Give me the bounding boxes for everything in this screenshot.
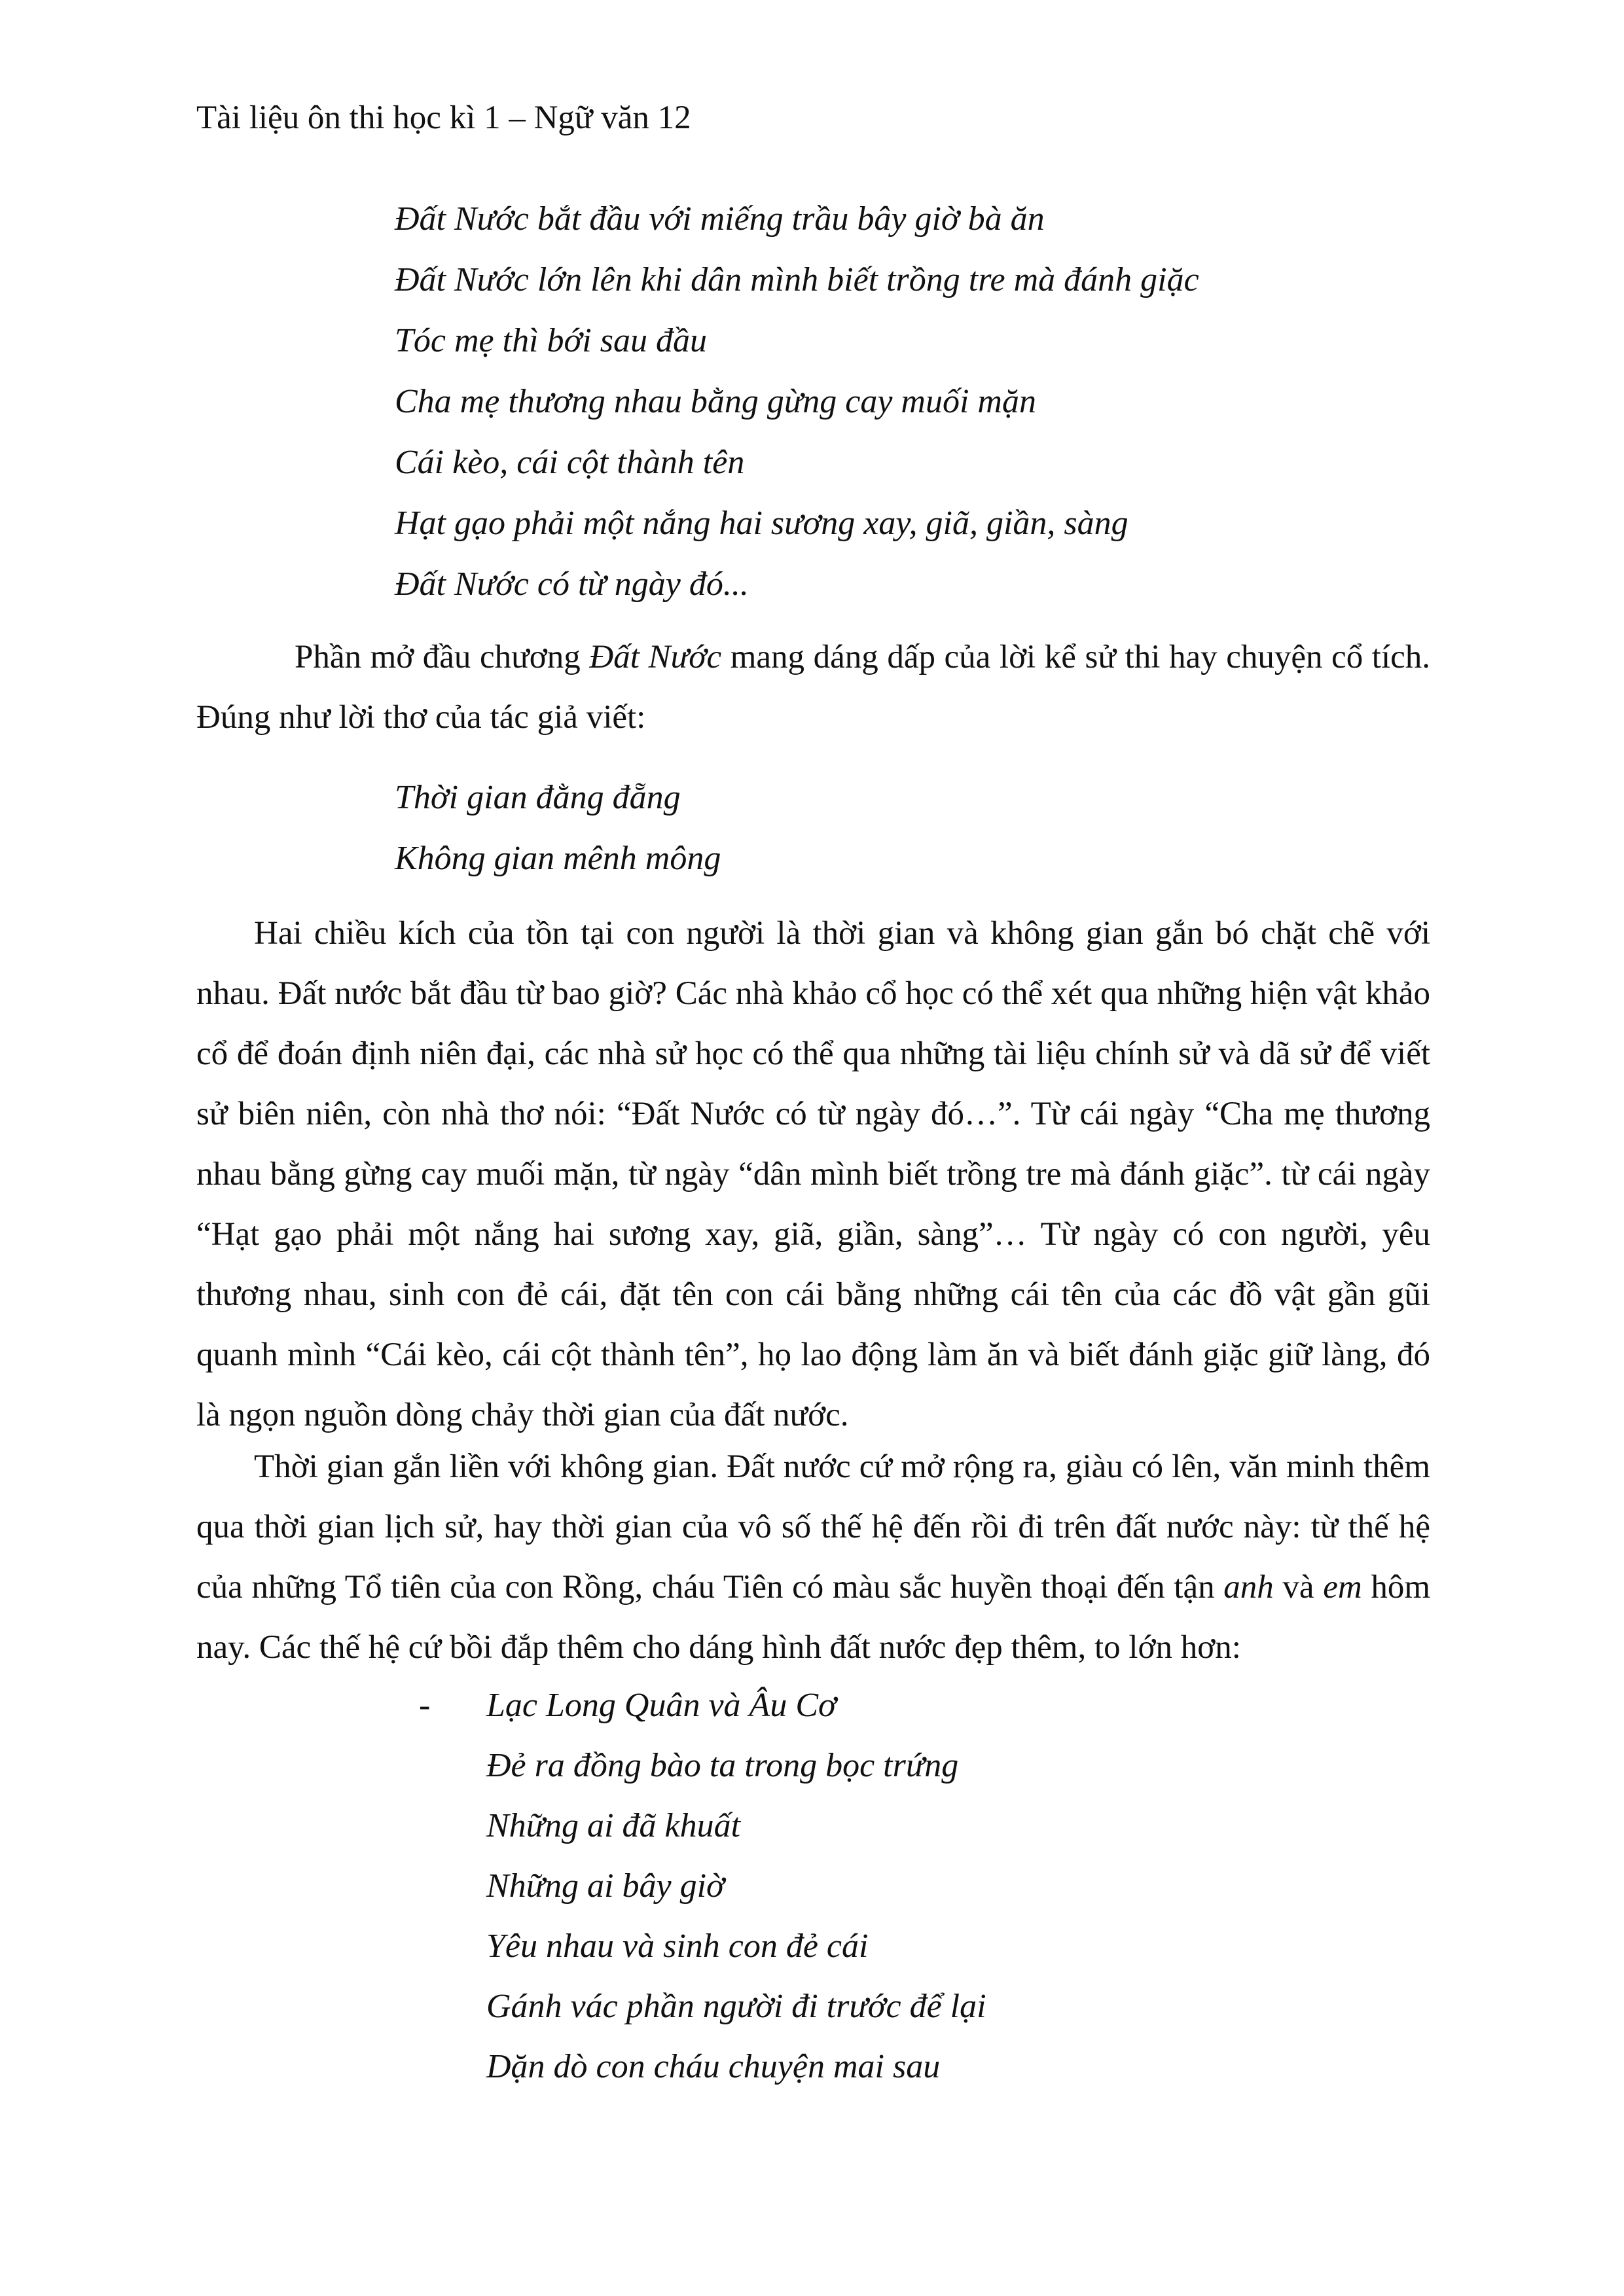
poem-line: Đất Nước bắt đầu với miếng trầu bây giờ bà ăn [395, 200, 1045, 238]
poem-line: Những ai bây giờ [486, 1867, 725, 1905]
poem-line: Dặn dò con cháu chuyện mai sau [486, 2048, 941, 2085]
poem-line: Gánh vác phần người đi trước để lại [486, 1988, 986, 2025]
paragraph-text: mang dáng dấp của lời kể sử thi hay chuyện cổ tích. Đúng như lời thơ của tác giả viết: [196, 639, 1431, 736]
poem-line: Đẻ ra đồng bào ta trong bọc trứng [486, 1747, 959, 1784]
poem-line: Những ai đã khuất [486, 1807, 741, 1844]
paragraph-generations [196, 1437, 1430, 1677]
list-dash: - [419, 1687, 431, 1724]
poem-line: Không gian mênh mông [395, 840, 721, 877]
paragraph-text: Hai chiều kích của tồn tại con người là thời gian và không gian gắn bó chặt chẽ với nhau. Đất nước bắt đầu từ bao giờ? Các nhà khảo cổ học có thể xét qua những hiện vật khảo cổ để đoán định niên đại, các nhà sử học có thể qua những tài liệu chính sử và dã sử để viết sử biên niên, còn nhà thơ nói: “Đất Nước có từ ngày đó…”. Từ cái ngày “Cha mẹ thương nhau bằng gừng cay muối mặn, từ ngày “dân mình biết trồng tre mà đánh giặc”. từ cái ngày “Hạt gạo phải một nắng hai sương xay, giã, giần, sàng”… Từ ngày có con người, yêu thương nhau, sinh con đẻ cái, đặt tên con cái bằng những cái tên của các đồ vật gần gũi quanh mình “Cái kèo, cái cột thành tên”, họ lao động làm ăn và biết đánh giặc giữ làng, đó là ngọn nguồn dòng chảy thời gian của đất nước. [196, 915, 1430, 1433]
poem-line: Yêu nhau và sinh con đẻ cái [486, 1928, 869, 1965]
poem-line: Lạc Long Quân và Âu Cơ [486, 1687, 837, 1724]
paragraph-time-space [196, 903, 1430, 1445]
poem-excerpt-1 [395, 188, 1199, 615]
paragraph-intro [196, 627, 1430, 747]
paragraph-text: hôm nay. Các thế hệ cứ bồi đắp thêm cho dáng hình đất nước đẹp thêm, to lớn hơn: [196, 1569, 1431, 1666]
emphasis-word: em [1323, 1569, 1362, 1605]
poem-line: Đất Nước có từ ngày đó... [395, 565, 749, 603]
poem-line: Thời gian đằng đẵng [395, 779, 681, 816]
poem-line: Cha mẹ thương nhau bằng gừng cay muối mặn [395, 383, 1036, 420]
poem-line: Tóc mẹ thì bới sau đầu [395, 322, 707, 359]
poem-line: Đất Nước lớn lên khi dân mình biết trồng tre mà đánh giặc [395, 261, 1199, 298]
poem-line: Hạt gạo phải một nắng hai sương xay, giã, giần, sàng [395, 505, 1128, 542]
poem-excerpt-2 [395, 767, 721, 889]
paragraph-text: Thời gian gắn liền với không gian. Đất nước cứ mở rộng ra, giàu có lên, văn minh thêm qua thời gian lịch sử, hay thời gian của vô số thế hệ đến rồi đi trên đất nước này: từ thế hệ của những Tổ tiên của con Rồng, cháu Tiên có màu sắc huyền thoại đến tận [196, 1448, 1430, 1605]
page-header: Tài liệu ôn thi học kì 1 – Ngữ văn 12 [196, 99, 691, 136]
poem-line: Cái kèo, cái cột thành tên [395, 444, 745, 481]
emphasis-word: anh [1223, 1569, 1274, 1605]
paragraph-text: và [1273, 1569, 1324, 1605]
paragraph-text: Phần mở đầu chương [295, 639, 590, 675]
work-title: Đất Nước [589, 639, 722, 675]
